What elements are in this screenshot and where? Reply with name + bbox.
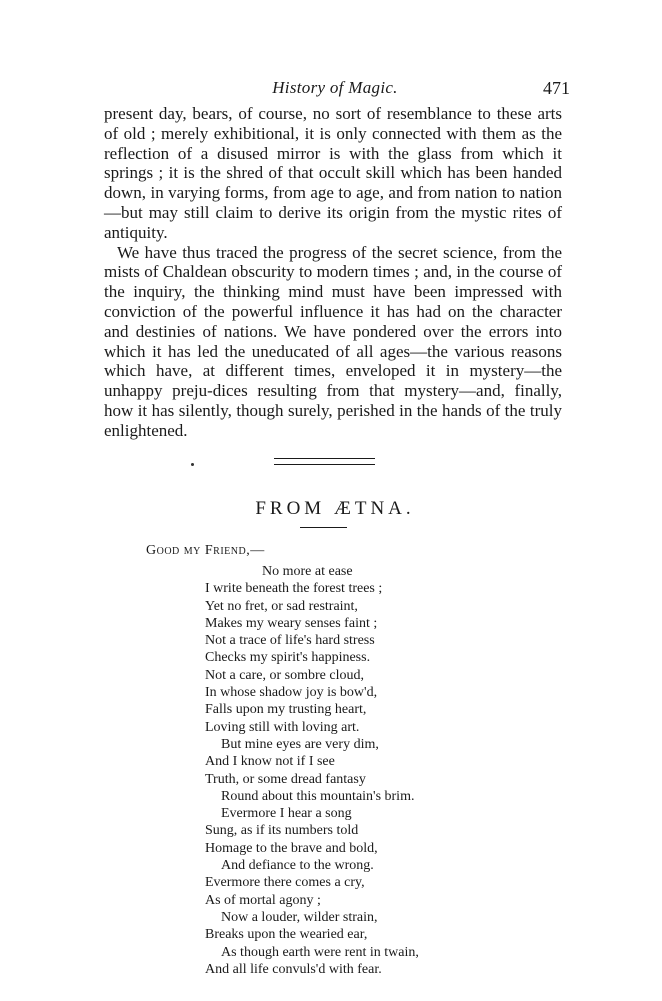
poem-line: Falls upon my trusting heart, [205, 702, 367, 718]
poem-line: As though earth were rent in twain, [221, 944, 419, 960]
running-head [100, 78, 570, 102]
paragraph: present day, bears, of course, no sort of resemblance to these arts of old ; merely exhibitional, it is only connected with them as the reflection of a disused mirror is with the glass from which it springs ; it is the shred of that occult skill which has been handed down, in varying forms, from age to age, and from nation to nation—but may still claim to derive its origin from the mystic rites of antiquity. [104, 104, 562, 242]
poem-line: And all life convuls'd with fear. [205, 961, 382, 977]
ink-speck [191, 463, 194, 466]
poem-line: Evermore there comes a cry, [205, 875, 365, 891]
poem-line: Evermore I hear a song [221, 806, 352, 822]
poem-line: Breaks upon the wearied ear, [205, 927, 368, 943]
section-divider-double-rule [274, 458, 375, 465]
poem-title: FROM ÆTNA. [255, 498, 415, 519]
poem-line: Makes my weary senses faint ; [205, 615, 378, 631]
running-title: History of Magic. [272, 78, 398, 97]
poem-line: Truth, or some dread fantasy [205, 771, 366, 787]
poem-line: Homage to the brave and bold, [205, 840, 378, 856]
poem-line: Not a trace of life's hard stress [205, 633, 375, 649]
poem-line: Round about this mountain's brim. [221, 788, 415, 804]
poem-line: And defiance to the wrong. [221, 858, 374, 874]
poem-line: Not a care, or sombre cloud, [205, 667, 364, 683]
prose-body [104, 104, 562, 441]
poem-line: And I know not if I see [205, 754, 335, 770]
poem-line: Checks my spirit's happiness. [205, 650, 371, 666]
title-rule [300, 527, 347, 528]
poem-line: As of mortal agony ; [205, 892, 321, 908]
page-number: 471 [543, 78, 570, 98]
poem-line: No more at ease [262, 564, 353, 579]
poem-line: But mine eyes are very dim, [221, 736, 379, 752]
salutation: Good my Friend,— [146, 543, 265, 558]
paragraph: We have thus traced the progress of the secret science, from the mists of Chaldean obscurity to modern times ; and, in the course of the inquiry, the thinking mind must have been impressed with conviction of the powerful influence it has had on the character and destinies of nations. We have pondered over the errors into which it has led the uneducated of all ages—the various reasons which have, at different times, enveloped it in mystery—the unhappy preju-dices resulting from that mystery—and, finally, how it has silently, though surely, perished in the hands of the truly enlightened. [104, 242, 562, 440]
poem-line: Now a louder, wilder strain, [221, 909, 378, 925]
poem-line: Sung, as if its numbers told [205, 823, 359, 839]
poem-body [205, 563, 525, 978]
poem-line: I write beneath the forest trees ; [205, 581, 383, 597]
poem-line: Yet no fret, or sad restraint, [205, 598, 358, 614]
poem-line: Loving still with loving art. [205, 719, 360, 735]
poem-line: In whose shadow joy is bow'd, [205, 685, 378, 701]
